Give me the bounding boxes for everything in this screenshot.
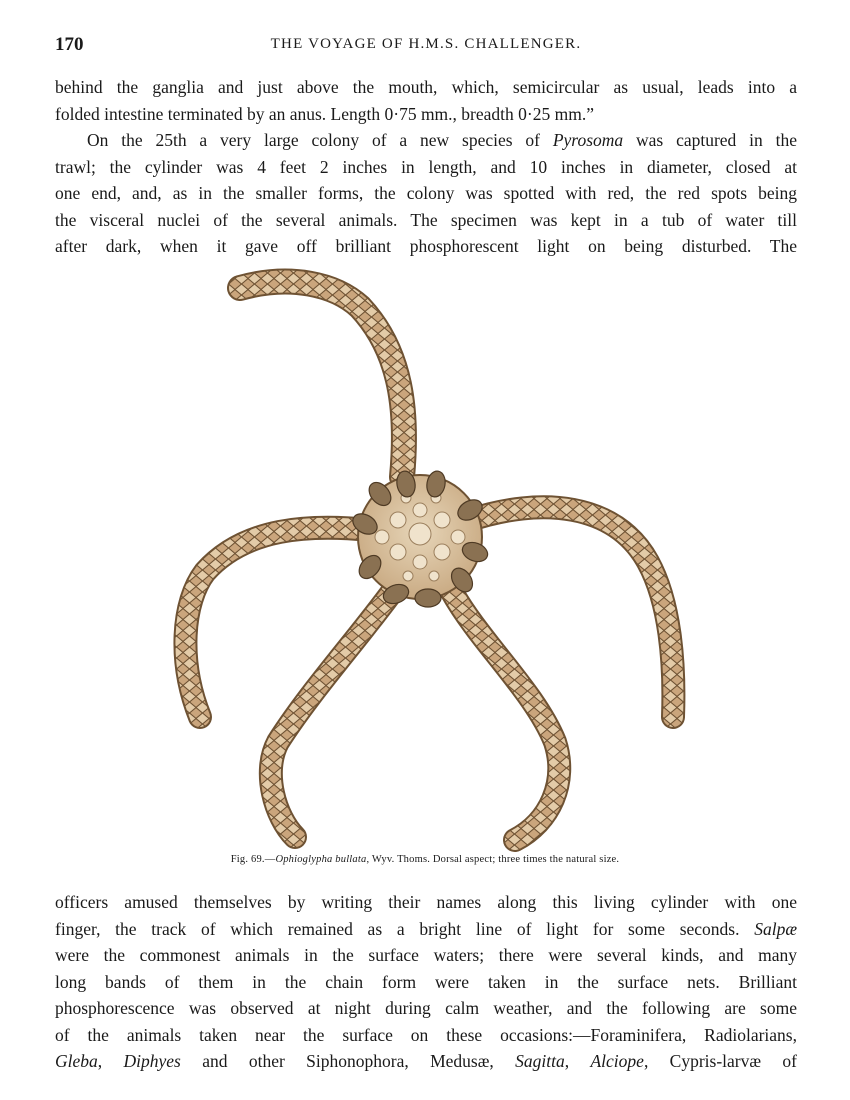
arm-top	[240, 282, 404, 477]
caption-species: Ophioglypha bullata	[275, 854, 367, 865]
genus-alciope: Alciope	[590, 1051, 644, 1071]
text-line: finger, the track of which remained as a bright line of light for some seconds. Salpæ	[55, 918, 797, 939]
arm-right	[470, 507, 673, 717]
central-disc	[349, 470, 490, 607]
text-line: phosphorescence was observed at night during calm weather, and the following are some	[55, 998, 797, 1018]
text-line: trawl; the cylinder was 4 feet 2 inches in length, and 10 inches in diameter, closed at	[55, 156, 797, 177]
genus-salpae: Salpæ	[754, 918, 797, 939]
genus-diphyes: Diphyes	[123, 1051, 181, 1071]
text-line: long bands of them in the chain form were taken in the surface nets. Brilliant	[55, 971, 797, 992]
text-line: of the animals taken near the surface on these occasions:—Foraminifera, Radiolarians,	[55, 1024, 797, 1045]
text-line: after dark, when it gave off brilliant phosphorescent light on being disturbed. The	[55, 236, 797, 256]
text-line: the visceral nuclei of the several animals. The specimen was kept in a tub of water till	[55, 209, 797, 230]
genus-pyrosoma: Pyrosoma	[552, 130, 624, 150]
text-line: On the 25th a very large colony of a new species of Pyrosoma was captured in the	[87, 130, 797, 150]
figure-caption: Fig. 69.—Ophioglypha bullata, Wyv. Thoms. Dorsal aspect; three times the natural size.	[230, 854, 620, 865]
genus-sagitta: Sagitta	[515, 1051, 565, 1071]
text-line: folded intestine terminated by an anus. Length 0·75 mm., breadth 0·25 mm.”	[55, 103, 594, 124]
arm-lower-right	[452, 592, 559, 840]
paragraph-3	[55, 889, 797, 1075]
running-title: THE VOYAGE OF H.M.S. CHALLENGER.	[270, 36, 582, 52]
paragraph-1	[55, 74, 797, 260]
text-line: Gleba, Diphyes and other Siphonophora, Medusæ, Sagitta, Alciope, Cypris-larvæ of	[55, 1051, 797, 1071]
page-number: 170	[55, 34, 84, 55]
brittle-star-illustration	[170, 262, 690, 852]
page-header	[55, 34, 797, 58]
genus-gleba: Gleba	[55, 1051, 98, 1071]
text-line: were the commonest animals in the surface waters; there were several kinds, and many	[55, 945, 797, 965]
arm-left	[185, 528, 370, 717]
text-line: officers amused themselves by writing their names along this living cylinder with one	[55, 892, 797, 912]
text-line: one end, and, as in the smaller forms, the colony was spotted with red, the red spots being	[55, 183, 797, 203]
text-line: behind the ganglia and just above the mouth, which, semicircular as usual, leads into a	[55, 77, 797, 97]
arm-lower-left	[271, 592, 392, 837]
